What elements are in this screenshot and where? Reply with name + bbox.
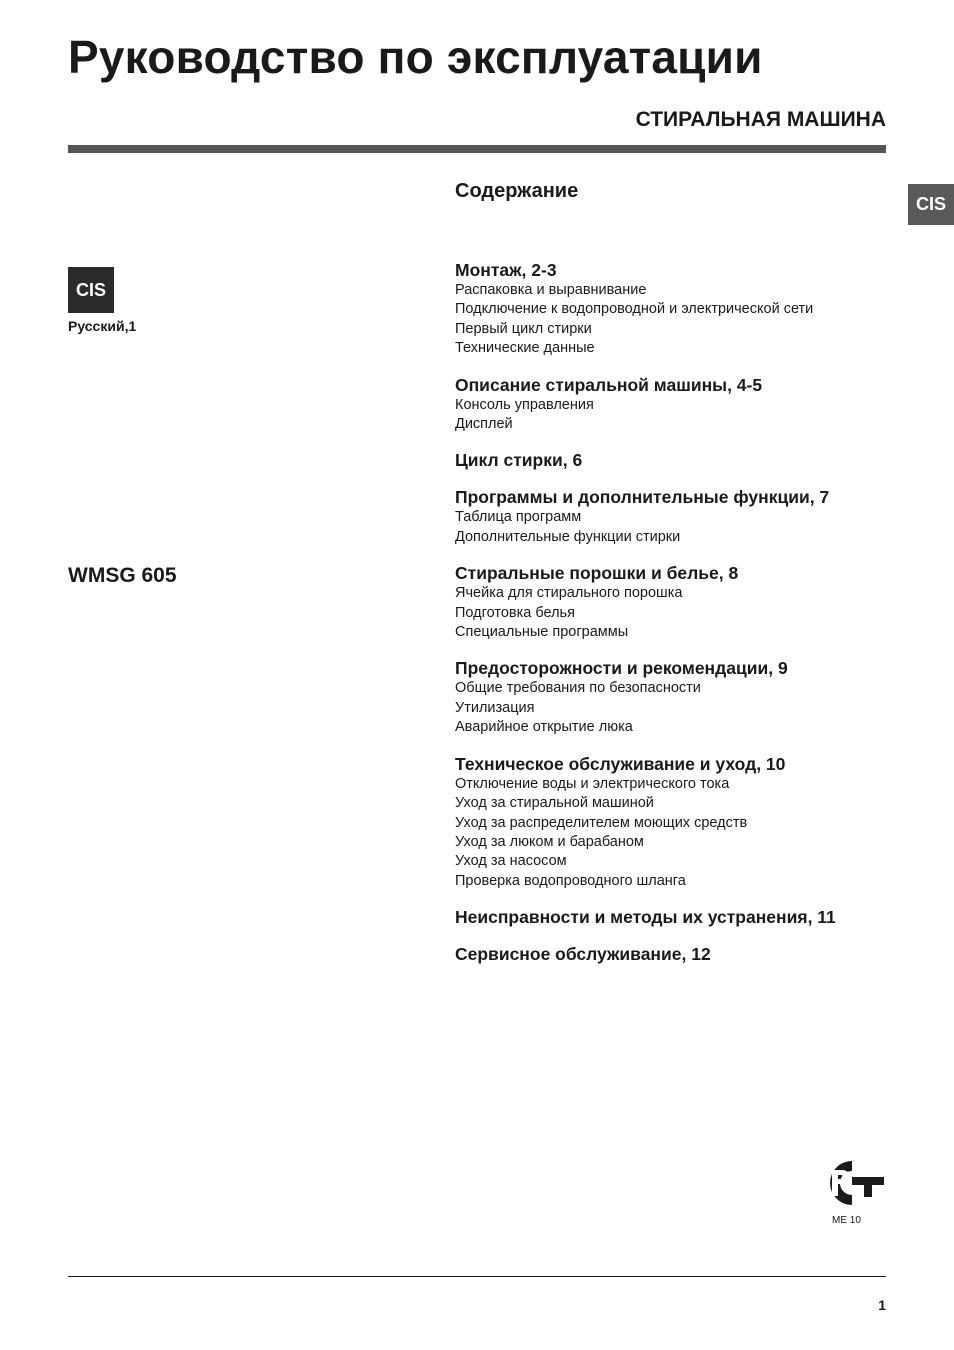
document-subtitle: СТИРАЛЬНАЯ МАШИНА: [635, 108, 886, 131]
toc-section-title: Неисправности и методы их устранения, 11: [455, 907, 836, 928]
toc-section-title: Цикл стирки, 6: [455, 450, 583, 471]
language-label: Русский,1: [68, 318, 137, 334]
toc-item: Отключение воды и электрического тока: [455, 775, 730, 792]
toc-section: [455, 657, 895, 737]
toc-item: Дисплей: [455, 416, 513, 433]
toc-item: Подготовка белья: [455, 604, 575, 621]
toc-item: Таблица программ: [455, 509, 582, 526]
toc-item: Консоль управления: [455, 396, 594, 413]
toc-section: [455, 906, 895, 928]
toc-section-title: Описание стиральной машины, 4-5: [455, 374, 763, 395]
toc-section: [455, 562, 895, 642]
table-of-contents: [455, 259, 895, 980]
toc-section-title: Сервисное обслуживание, 12: [455, 944, 711, 965]
toc-section-title: Техническое обслуживание и уход, 10: [455, 753, 786, 774]
model-name: WMSG 605: [68, 564, 177, 587]
toc-section: [455, 486, 895, 547]
toc-section: [455, 259, 895, 359]
toc-item: Общие требования по безопасности: [455, 680, 701, 697]
document-title: Руководство по эксплуатации: [68, 31, 763, 83]
header-divider: [68, 145, 886, 153]
toc-section: [455, 943, 895, 965]
toc-item: Уход за распределителем моющих средств: [455, 814, 748, 831]
toc-item: Уход за люком и барабаном: [455, 833, 644, 850]
toc-item: Дополнительные функции стирки: [455, 528, 681, 545]
toc-item: Аварийное открытие люка: [455, 719, 633, 736]
toc-item: Уход за насосом: [455, 853, 567, 870]
language-badge: CIS: [68, 267, 114, 313]
toc-section: [455, 374, 895, 435]
toc-item: Первый цикл стирки: [455, 320, 592, 337]
toc-item: Подключение к водопроводной и электрической сети: [455, 301, 814, 318]
certification-mark-icon: [816, 1157, 886, 1209]
toc-section: [455, 449, 895, 471]
toc-item: Проверка водопроводного шланга: [455, 872, 686, 889]
toc-section-title: Программы и дополнительные функции, 7: [455, 487, 830, 508]
toc-section-title: Монтаж, 2-3: [455, 260, 557, 280]
toc-item: Ячейка для стирального порошка: [455, 585, 683, 602]
page-number: 1: [878, 1297, 886, 1313]
language-side-tab: CIS: [908, 184, 954, 225]
toc-section-title: Предосторожности и рекомендации, 9: [455, 658, 788, 679]
footer-divider: [68, 1276, 886, 1277]
toc-item: Уход за стиральной машиной: [455, 795, 654, 812]
toc-heading: Содержание: [455, 180, 579, 202]
toc-section: [455, 753, 895, 891]
toc-section-title: Стиральные порошки и белье, 8: [455, 563, 739, 584]
toc-item: Специальные программы: [455, 624, 629, 641]
toc-item: Технические данные: [455, 340, 595, 357]
toc-item: Распаковка и выравнивание: [455, 282, 647, 298]
certification-code: ME 10: [832, 1215, 861, 1226]
toc-item: Утилизация: [455, 699, 535, 716]
